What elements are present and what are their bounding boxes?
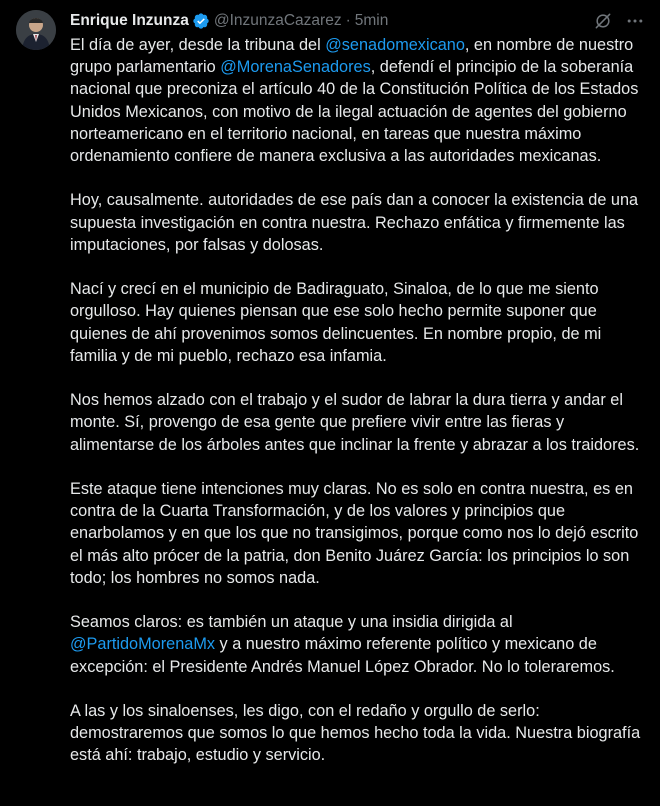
tweet-text [70,34,650,767]
mention-link[interactable]: @PartidoMorenaMx [70,635,216,654]
tweet-time[interactable]: 5min [354,12,389,29]
avatar-photo-icon [16,10,56,50]
text-segment: , en nombre de nuestro grupo parlamentario [70,36,634,77]
tweet-paragraph-1 [70,34,650,167]
author-name[interactable]: Enrique Inzunza [70,12,189,29]
separator-dot: · [345,12,351,29]
tweet-paragraph-6 [70,611,650,678]
text-segment: Seamos claros: es también un ataque y una insidia dirigida al [70,613,513,632]
tweet-content [70,10,650,789]
text-segment: , defendí el principio de la soberanía nacional que preconiza el artículo 40 de la Constitución Política de los Estados Unidos Mexicanos, con motivo de la ilegal actuación de agentes del gobierno norteamericano en el territorio nacional, en tareas que nuestra máximo ordenamiento confiere de manera exclusiva a las autoridades mexicanas. [70,58,639,166]
mention-link[interactable]: @MorenaSenadores [220,58,371,77]
tweet-paragraph-4: Nos hemos alzado con el trabajo y el sudor de labrar la dura tierra y andar el monte. Sí, provengo de esa gente que prefiere vivir entre las fieras y alimentarse de los árboles antes que inclinar la frente y abrazar a los traidores. [70,391,640,454]
grok-slash-icon[interactable] [592,10,614,32]
verified-badge-icon[interactable] [192,12,210,30]
tweet-paragraph-2: Hoy, causalmente. autoridades de ese país dan a conocer la existencia de una supuesta investigación en contra nuestra. Rechazo enfática y firmemente las imputaciones, por falsas y dolosas. [70,191,639,254]
tweet-paragraph-7: A las y los sinaloenses, les digo, con el redaño y orgullo de serlo: demostraremos que somos lo que hemos hecho toda la vida. Nuestra biografía está ahí: trabajo, estudio y servicio. [70,702,641,765]
mention-link[interactable]: @senadomexicano [325,36,465,54]
header-actions [582,10,646,32]
tweet-paragraph-5: Este ataque tiene intenciones muy claras. No es solo en contra nuestra, es en contra de la Cuarta Transformación, y de los valores y principios que enarbolamos y en que los que no transigimos, porque como nos lo dejó escrito el más alto prócer de la patria, don Benito Juárez García: los principios lo son todo; los hombres no somos nada. [70,480,639,587]
avatar[interactable] [16,10,56,50]
tweet-header [70,10,650,32]
tweet-paragraph-3: Nací y crecí en el municipio de Badiraguato, Sinaloa, de lo que me siento orgulloso. Hay quienes piensan que ese solo hecho permite suponer que quienes de ahí provenimos somos delincuentes. En nombre propio, de mi familia y de mi pueblo, rechazo esa infamia. [70,280,602,365]
more-dots-icon[interactable] [624,10,646,32]
text-segment: y a nuestro máximo referente político y mexicano de excepción: el Presidente Andrés Manuel López Obrador. No lo toleraremos. [70,635,615,676]
text-segment: El día de ayer, desde la tribuna del [70,36,326,54]
author-handle[interactable]: @InzunzaCazarez [213,12,342,29]
